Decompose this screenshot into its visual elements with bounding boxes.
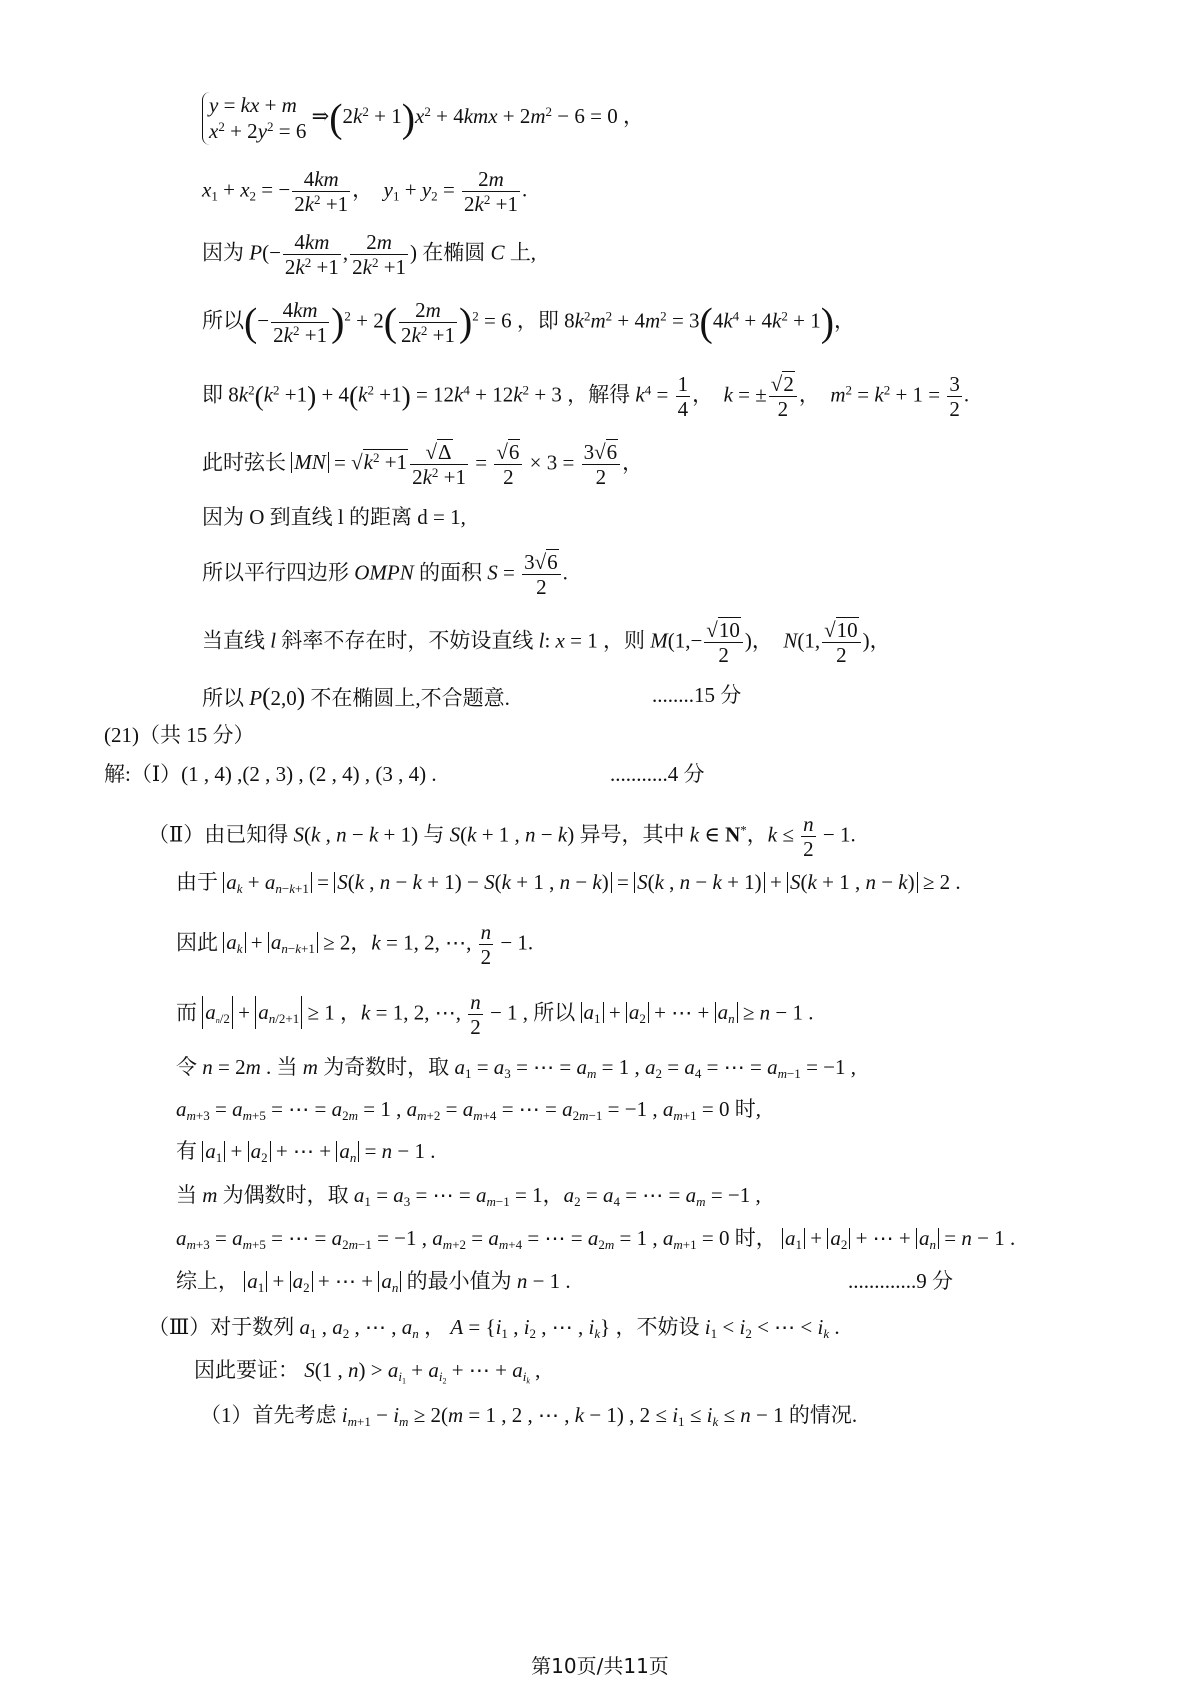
equation-system-brace: y = kx + m $x^2 + 2y^2 = 6$: [202, 92, 306, 145]
area-line: 所以平行四边形 OMPN 的面积 S = $\frac{3√6}{2}$ .: [202, 550, 568, 600]
point-p-on-ellipse: 因为 P(− $\frac{4km}{2k^2 +1}$ , $\frac{2m}{2k^2 +1}$ ) 在椭圆 C 上,: [202, 230, 537, 280]
part2-line-b: 因此 $a_k + a_{n-k+1} \ge 2$，k = 1, 2, ⋯, $\frac{n}{2}$ − 1.: [176, 920, 534, 970]
part1-answer: 解:（Ⅰ）(1 , 4) ,(2 , 3) , (2 , 4) , (3 , 4) .: [104, 762, 437, 786]
part2-line-d: 令 n = 2m . 当 m 为奇数时，取 $a_1 = a_3$ = ⋯ = $a_m = 1$ , $a_2 = a_4$ = ⋯ = $a_{m-1} = -1$ ,: [176, 1055, 857, 1081]
score-9: .............9 分: [848, 1269, 953, 1293]
part2-line-g: 当 m 为偶数时，取 $a_1 = a_3$ = ⋯ = $a_{m-1} = 1$，$a_2 = a_4$ = ⋯ = $a_m = -1$ ,: [176, 1183, 761, 1209]
part3-goal: 因此要证： S(1 , $n) > a_{i_1} + a_{i_2}$ + ⋯ + $a_{i_k}$ ,: [194, 1358, 541, 1386]
part2-line-e: $a_{m+3} = a_{m+5}$ = ⋯ = $a_{2m} = 1$ , $a_{m+2} = a_{m+4}$ = ⋯ = $a_{2m-1} = -1$ , $a_{m+1} = 0$ 时,: [176, 1097, 761, 1123]
score-4: ...........4 分: [610, 762, 705, 786]
system-equation: y = kx + m $x^2 + 2y^2 = 6$ $\Rightarrow(2k^2 + 1)x^2 + 4kmx + 2m^2 - 6 = 0$ ，: [202, 92, 644, 145]
solve-k-line: 即 $8k^2(k^2 +1) + 4(k^2 +1) = 12k^4 + 12k^2 + 3$ ，解得 $k^4$ = $\frac{1}{4}$ ， k = ± $\frac{√2}{2}$ ， $m^2 = k^2 + 1$ = $\frac{3}{2}$ .: [202, 372, 970, 422]
part2-intro: （Ⅱ）由已知得 S(k , n − k + 1) 与 S(k + 1 , n − k) 异号，其中 k ∈ N*，k ≤ $\frac{n}{2}$ − 1.: [148, 812, 856, 862]
page-footer: 第10页/共11页: [531, 1654, 669, 1678]
distance-line: 因为 O 到直线 l 的距离 d = 1,: [202, 505, 466, 529]
part2-line-f: 有 $a_1 + a_2$ + ⋯ + $a_n = n - 1$ .: [176, 1139, 436, 1165]
part2-line-i: 综上， $a_1 + a_2$ + ⋯ + $a_n$ 的最小值为 n − 1 .: [176, 1269, 571, 1295]
part2-line-a: 由于 $a_k + a_{n-k+1} = S(k$ , n − k + 1) − S(k + 1 , n − k) = S(k , n − k + 1) + S(k + 1 , n − k) ≥ 2 .: [176, 870, 961, 896]
part2-line-c: 而 $a_{n/2} + a_{n/2+1} \ge 1$ ，k = 1, 2, ⋯, $\frac{n}{2}$ − 1 , 所以 $a_1 + a_2$ + ⋯ + $a_n \ge n - 1$ .: [176, 990, 814, 1040]
vieta-sums: $x_1 + x_2$ = − $\frac{4km}{2k^2 +1}$ ， $y_1 + y_2$ = $\frac{2m}{2k^2 +1}$ .: [202, 167, 528, 217]
conclusion-line: 所以 P(2,0) 不在椭圆上,不合题意.: [202, 684, 510, 711]
part3-intro: （Ⅲ）对于数列 $a_1$ , $a_2$ , ⋯ , $a_n$ ， $A = \{i_1$ , $i_2$ , ⋯ , $i_k$} ，不妨设 $i_1 < i_2$ < ⋯ < $i_k$ .: [148, 1315, 840, 1341]
score-15: ........15 分: [652, 683, 742, 707]
part2-line-h: $a_{m+3} = a_{m+5}$ = ⋯ = $a_{2m-1} = -1$ , $a_{m+2} = a_{m+4}$ = ⋯ = $a_{2m} = 1$ , $a_{m+1} = 0$ 时， $a_1 + a_2$ + ⋯ + $a_n = n - 1$ .: [176, 1226, 1016, 1252]
problem-21-header: (21)（共 15 分）: [104, 723, 255, 747]
part3-case1: （1）首先考虑 $i_{m+1} - i_m \ge 2(m = 1$ , 2 , ⋯ , k − 1) , $2 \le i_1 \le i_k \le n - 1$ 的情况.: [200, 1403, 858, 1429]
substitution-line: 所以(− $\frac{4km}{2k^2 +1}$ )$^2$ + 2( $\frac{2m}{2k^2 +1}$ )$^2$ = 6 ，即 $8k^2m^2 + 4m^2 = 3(4k^4 + 4k^2 + 1)$，: [202, 298, 855, 348]
chord-length: 此时弦长 MN = $√k^2 +1$ $\frac{√\Delta}{2k^2 +1}$ = $\frac{√6}{2}$ × 3 = $\frac{3√6}{2}$ ，: [202, 440, 644, 490]
vertical-case-line: 当直线 l 斜率不存在时，不妨设直线 l: x = 1 ，则 M(1,− $\frac{√10}{2}$ )， N(1, $\frac{√10}{2}$ )，: [202, 618, 891, 668]
